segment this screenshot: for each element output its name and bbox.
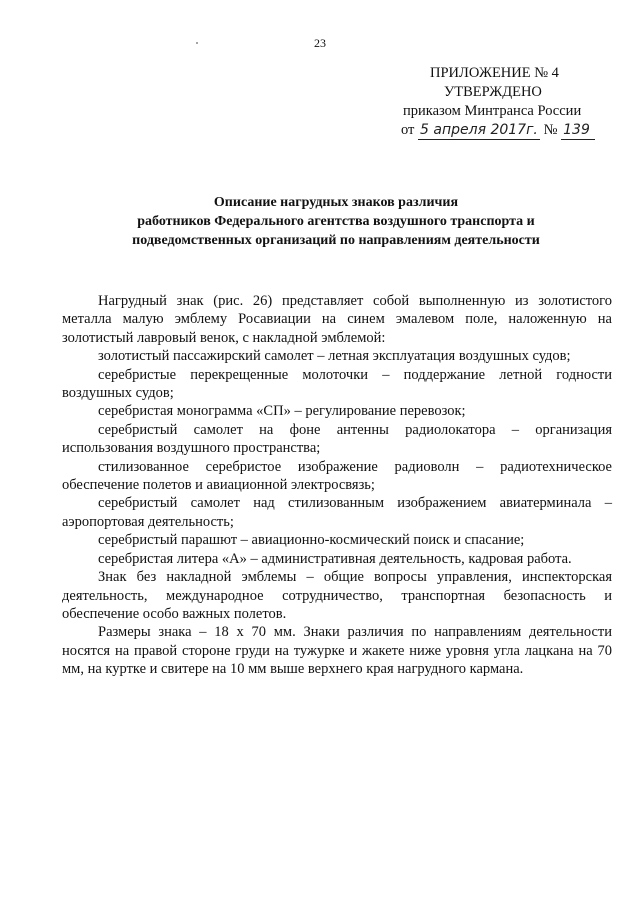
title-line: подведомственных организаций по направлениям деятельности	[132, 233, 540, 248]
from-label: от	[401, 122, 415, 138]
handwritten-date: 5 апреля 2017г.	[418, 122, 540, 140]
body-paragraph: Знак без накладной эмблемы – общие вопросы управления, инспекторская деятельность, международное сотрудничество, транспортная безопасность и обеспечение особо важных полетов.	[62, 569, 612, 622]
body-paragraph: серебристый самолет на фоне антенны радиолокатора – организация использования воздушного пространства;	[62, 421, 612, 457]
title-line: работников Федерального агентства воздушного транспорта и	[137, 214, 535, 229]
body-paragraph: Нагрудный знак (рис. 26) представляет собой выполненную из золотистого металла малую эмблему Росавиации на синем эмалевом поле, наложенную на золотистый лавровый венок, с накладной эмблемой:	[62, 293, 612, 346]
approved-label: УТВЕРЖДЕНО	[444, 84, 542, 100]
body-paragraph: Размеры знака – 18 х 70 мм. Знаки различия по направлениям деятельности носятся на правой стороне груди на тужурке и жакете ниже уровня угла лацкана на 70 мм, на куртке и свитере на 10 мм выше верхнего края нагрудного кармана.	[62, 624, 612, 678]
body-paragraph: серебристые перекрещенные молоточки – поддержание летной годности воздушных судов;	[62, 366, 612, 402]
approval-block	[385, 64, 595, 140]
body-paragraph: серебристая литера «А» – административная деятельность, кадровая работа.	[98, 550, 572, 567]
body-paragraph: стилизованное серебристое изображение радиоволн – радиотехническое обеспечение полетов и авиационной электросвязь;	[62, 458, 612, 494]
document-title	[60, 193, 612, 250]
order-label: приказом Минтранса России	[403, 103, 582, 119]
body-paragraph: серебристая монограмма «СП» – регулирование перевозок;	[98, 403, 466, 420]
scan-speck	[196, 42, 198, 44]
body-paragraph: серебристый парашют – авиационно-космический поиск и спасание;	[98, 532, 525, 549]
body-paragraph: серебристый самолет над стилизованным изображением авиатерминала – аэропортовая деятельность;	[62, 495, 612, 530]
page-number: 23	[314, 36, 326, 50]
body-paragraph: золотистый пассажирский самолет – летная эксплуатация воздушных судов;	[98, 348, 571, 365]
number-label: №	[543, 122, 558, 138]
handwritten-number: 139	[561, 122, 595, 140]
appendix-label: ПРИЛОЖЕНИЕ № 4	[430, 65, 559, 81]
document-body	[62, 292, 612, 679]
title-line: Описание нагрудных знаков различия	[213, 195, 459, 210]
order-date-line	[385, 121, 595, 140]
